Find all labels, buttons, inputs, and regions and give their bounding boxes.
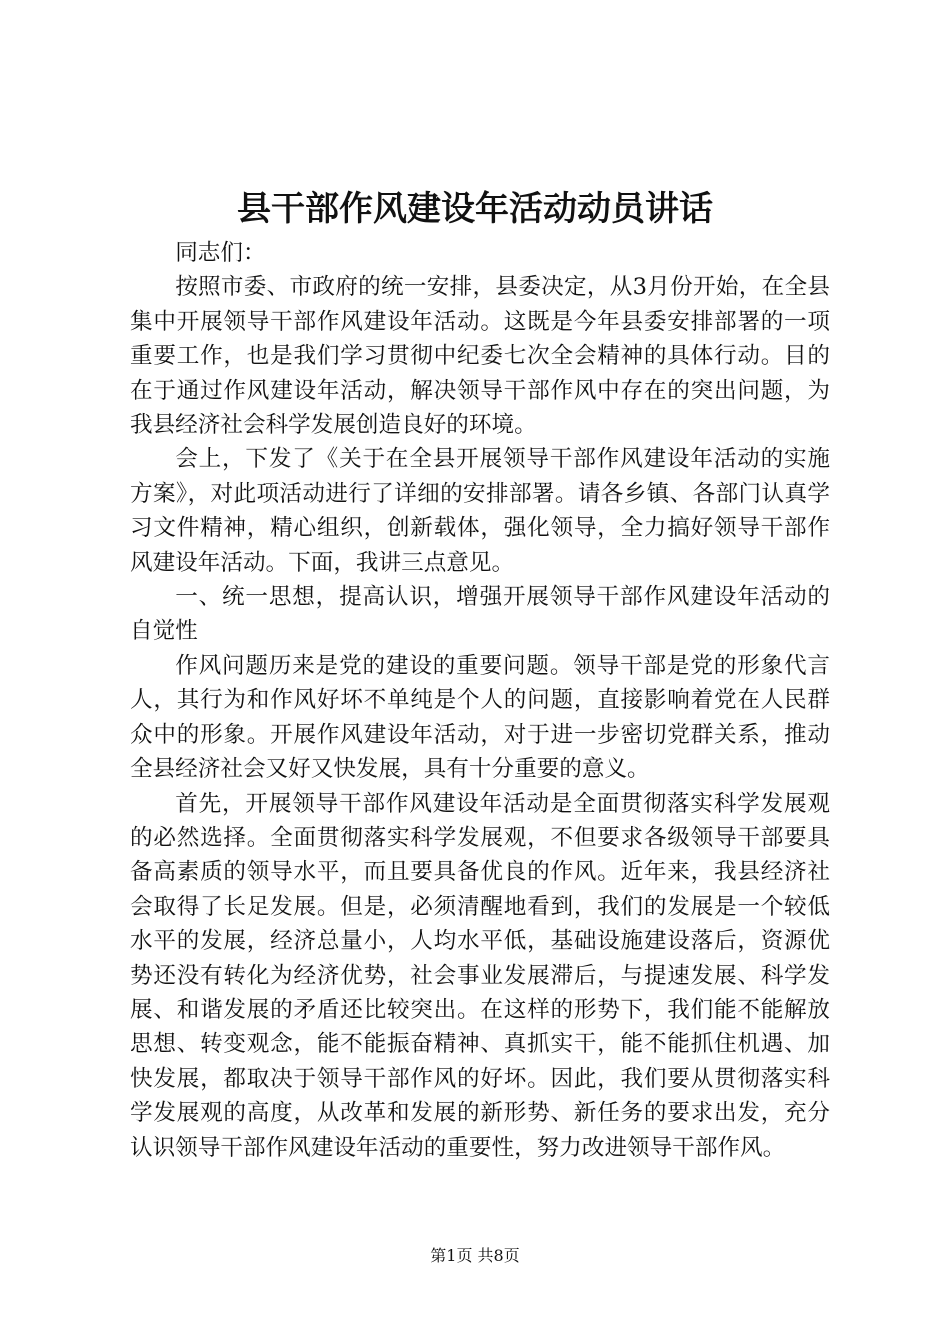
- page-footer: 第1页 共8页: [430, 1246, 520, 1265]
- section-heading: 一、统一思想，提高认识，增强开展领导干部作风建设年活动的自觉性: [130, 584, 830, 645]
- salutation-paragraph: 同志们：: [175, 240, 266, 266]
- body-paragraph: 作风问题历来是党的建设的重要问题。领导干部是党的形象代言人，其行为和作风好坏不单纯是个人的问题，直接影响着党在人民群众中的形象。开展作风建设年活动，对于进一步密切党群关系，推动全县经济社会又好又快发展，具有十分重要的意义。: [130, 652, 830, 783]
- body-paragraph: 首先，开展领导干部作风建设年活动是全面贯彻落实科学发展观的必然选择。全面贯彻落实科学发展观，不但要求各级领导干部要具备高素质的领导水平，而且要具备优良的作风。近年来，我县经济社会取得了长足发展。但是，必须清醒地看到，我们的发展是一个较低水平的发展，经济总量小，人均水平低，基础设施建设落后，资源优势还没有转化为经济优势，社会事业发展滞后，与提速发展、科学发展、和谐发展的矛盾还比较突出。在这样的形势下，我们能不能解放思想、转变观念，能不能振奋精神、真抓实干，能不能抓住机遇、加快发展，都取决于领导干部作风的好坏。因此，我们要从贯彻落实科学发展观的高度，从改革和发展的新形势、新任务的要求出发，充分认识领导干部作风建设年活动的重要性，努力改进领导干部作风。: [130, 790, 830, 1161]
- body-paragraph: 按照市委、市政府的统一安排，县委决定，从3月份开始，在全县集中开展领导干部作风建设年活动。这既是今年县委安排部署的一项重要工作，也是我们学习贯彻中纪委七次全会精神的具体行动。目的在于通过作风建设年活动，解决领导干部作风中存在的突出问题，为我县经济社会科学发展创造良好的环境。: [130, 274, 830, 439]
- document-body: [130, 236, 830, 1165]
- body-paragraph: 会上，下发了《关于在全县开展领导干部作风建设年活动的实施方案》，对此项活动进行了详细的安排部署。请各乡镇、各部门认真学习文件精神，精心组织，创新载体，强化领导，全力搞好领导干部作风建设年活动。下面，我讲三点意见。: [130, 446, 830, 576]
- document-title: 县干部作风建设年活动动员讲话: [237, 189, 713, 229]
